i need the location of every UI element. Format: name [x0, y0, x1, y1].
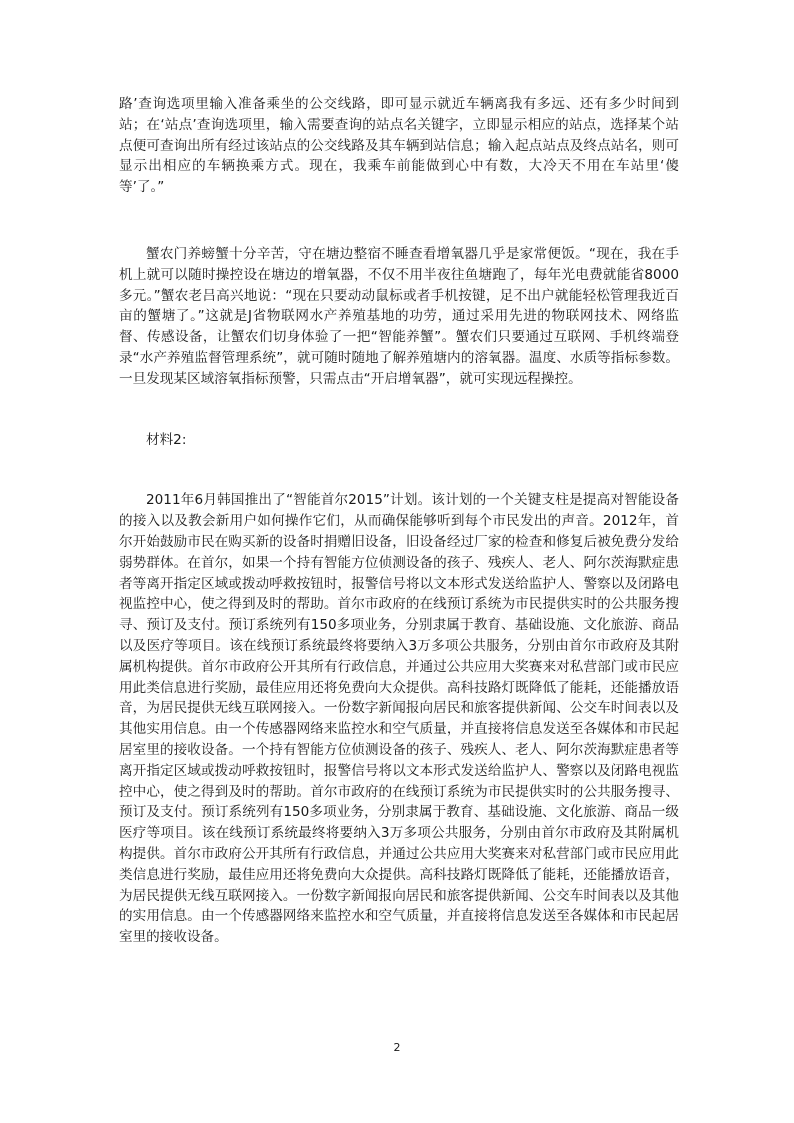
paragraph-spacer	[119, 198, 679, 244]
paragraph-bus-query: 路’查询选项里输入准备乘坐的公交线路，即可显示就近车辆离我有多远、还有多少时间到站；在‘站点’查询选项里，输入需要查询的站点名关键字，立即显示相应的站点，选择某个站点便可查询出所有经过该站点的公交线路及其车辆到站信息；输入起点站点及终点站名，则可显示出相应的车辆换乘方式。现在，我乘车前能做到心中有数，大冷天不用在车站里‘傻等’了。”	[119, 96, 679, 196]
paragraph-spacer	[119, 450, 679, 490]
document-body	[119, 94, 679, 948]
paragraph-smart-seoul: 2011年6月韩国推出了“智能首尔2015”计划。该计划的一个关键支柱是提高对智能设备的接入以及教会新用户如何操作它们，从而确保能够听到每个市民发出的声音。2012年，首尔开始鼓励市民在购买新的设备时捐赠旧设备，旧设备经过厂家的检查和修复后被免费分发给弱势群体。在首尔，如果一个持有智能方位侦测设备的孩子、残疾人、老人、阿尔茨海默症患者等离开指定区域或拨动呼救按钮时，报警信号将以文本形式发送给监护人、警察以及闭路电视监控中心，使之得到及时的帮助。首尔市政府的在线预订系统为市民提供实时的公共服务搜寻、预订及支付。预订系统列有150多项业务，分别隶属于教育、基础设施、文化旅游、商品以及医疗等项目。该在线预订系统最终将要纳入3万多项公共服务，分别由首尔市政府及其附属机构提供。首尔市政府公开其所有行政信息，并通过公共应用大奖赛来对私营部门或市民应用此类信息进行奖励，最佳应用还将免费向大众提供。高科技路灯既降低了能耗，还能播放语音，为居民提供无线互联网接入。一份数字新闻报向居民和旅客提供新闻、公交车时间表以及其他实用信息。由一个传感器网络来监控水和空气质量，并直接将信息发送至各媒体和市民起居室里的接收设备。一个持有智能方位侦测设备的孩子、残疾人、老人、阿尔茨海默症患者等离开指定区域或拨动呼救按钮时，报警信号将以文本形式发送给监护人、警察以及闭路电视监控中心，使之得到及时的帮助。首尔市政府的在线预订系统为市民提供实时的公共服务搜寻、预订及支付。预订系统列有150多项业务，分别隶属于教育、基础设施、文化旅游、商品一级医疗等项目。该在线预订系统最终将要纳入3万多项公共服务，分别由首尔市政府及其附属机构提供。首尔市政府公开其所有行政信息，并通过公共应用大奖赛来对私营部门或市民应用此类信息进行奖励，最佳应用还将免费向大众提供。高科技路灯既降低了能耗，还能播放语音，为居民提供无线互联网接入。一份数字新闻报向居民和旅客提供新闻、公交车时间表以及其他的实用信息。由一个传感器网络来监控水和空气质量，并直接将信息发送至各媒体和市民起居室里的接收设备。	[119, 492, 679, 946]
material-label: 材料2:	[146, 431, 187, 448]
page-number: 2	[393, 1041, 401, 1054]
paragraph-crab-farming: 蟹农门养螃蟹十分辛苦，守在塘边整宿不睡查看增氧器几乎是家常便饭。“现在，我在手机上就可以随时操控设在塘边的增氧器，不仅不用半夜往鱼塘跑了，每年光电费就能省8000多元。”蟹农老吕高兴地说：“现在只要动动鼠标或者手机按键，足不出户就能轻松管理我近百亩的蟹塘了。”这就是J省物联网水产养殖基地的功劳，通过采用先进的物联网技术、网络监督、传感设备，让蟹农们切身体验了一把“智能养蟹”。蟹农们只要通过互联网、手机终端登录“水产养殖监督管理系统”，就可随时随地了解养殖塘内的溶氧器。温度、水质等指标参数。一旦发现某区域溶氧指标预警，只需点击“开启增氧器”，就可实现远程操控。	[119, 245, 679, 387]
paragraph-spacer	[119, 390, 679, 430]
